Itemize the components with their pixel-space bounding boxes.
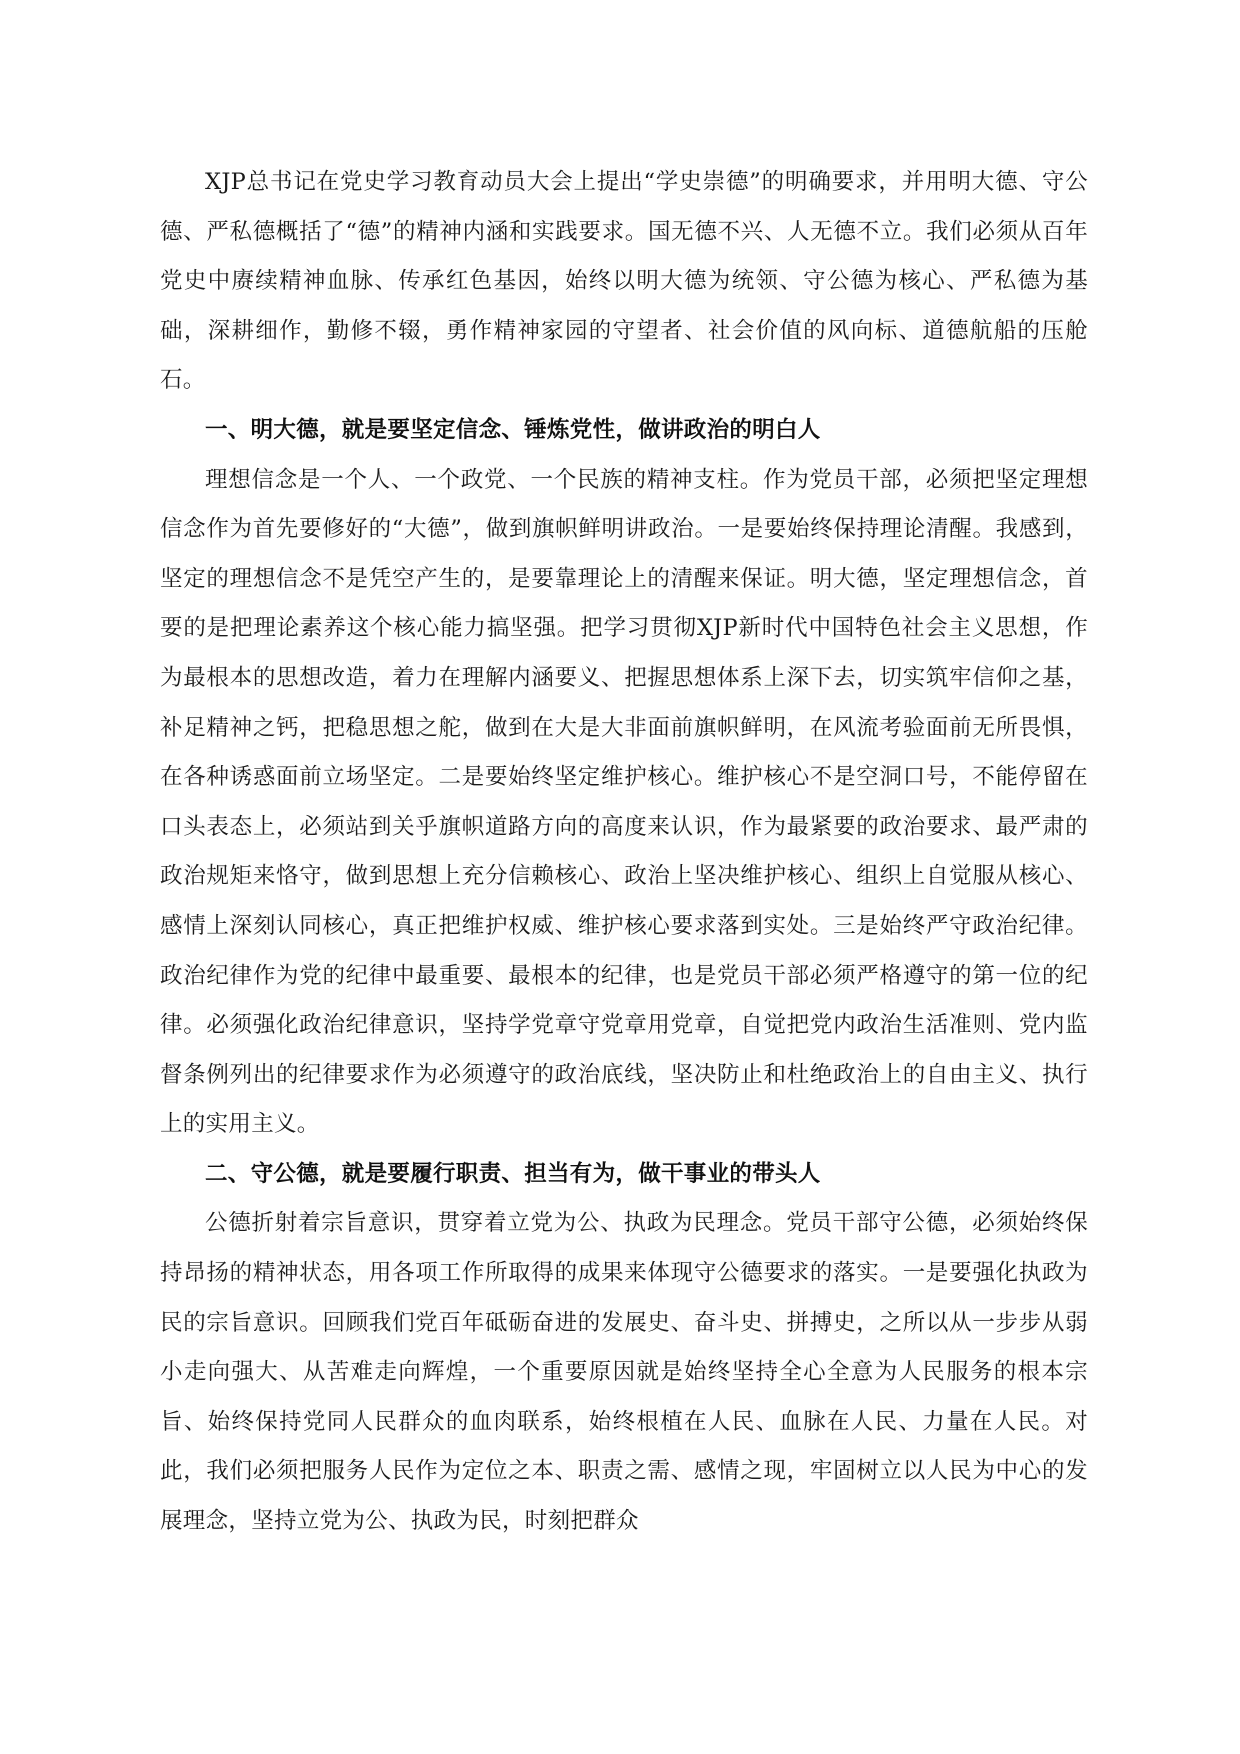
document-body <box>160 158 1088 1547</box>
section-heading-1: 一、明大德，就是要坚定信念、锤炼党性，做讲政治的明白人 <box>205 416 821 443</box>
intro-paragraph: XJP总书记在党史学习教育动员大会上提出“学史崇德”的明确要求，并用明大德、守公德、严私德概括了“德”的精神内涵和实践要求。国无德不兴、人无德不立。我们必须从百年党史中赓续精神血脉、传承红色基因，始终以明大德为统领、守公德为核心、严私德为基础，深耕细作，勤修不辍，勇作精神家园的守望者、社会价值的风向标、道德航船的压舱石。 <box>160 169 1088 394</box>
section-1-paragraph: 理想信念是一个人、一个政党、一个民族的精神支柱。作为党员干部，必须把坚定理想信念作为首先要修好的“大德”，做到旗帜鲜明讲政治。一是要始终保持理论清醒。我感到，坚定的理想信念不是凭空产生的，是要靠理论上的清醒来保证。明大德，坚定理想信念，首要的是把理论素养这个核心能力搞坚强。把学习贯彻XJP新时代中国特色社会主义思想，作为最根本的思想改造，着力在理解内涵要义、把握思想体系上深下去，切实筑牢信仰之基，补足精神之钙，把稳思想之舵，做到在大是大非面前旗帜鲜明，在风流考验面前无所畏惧，在各种诱惑面前立场坚定。二是要始终坚定维护核心。维护核心不是空洞口号，不能停留在口头表态上，必须站到关乎旗帜道路方向的高度来认识，作为最紧要的政治要求、最严肃的政治规矩来恪守，做到思想上充分信赖核心、政治上坚决维护核心、组织上自觉服从核心、感情上深刻认同核心，真正把维护权威、维护核心要求落到实处。三是始终严守政治纪律。政治纪律作为党的纪律中最重要、最根本的纪律，也是党员干部必须严格遵守的第一位的纪律。必须强化政治纪律意识，坚持学党章守党章用党章，自觉把党内政治生活准则、党内监督条例列出的纪律要求作为必须遵守的政治底线，坚决防止和杜绝政治上的自由主义、执行上的实用主义。 <box>160 466 1088 1138</box>
section-heading-2: 二、守公德，就是要履行职责、担当有为，做干事业的带头人 <box>205 1160 821 1187</box>
section-2-paragraph: 公德折射着宗旨意识，贯穿着立党为公、执政为民理念。党员干部守公德，必须始终保持昂扬的精神状态，用各项工作所取得的成果来体现守公德要求的落实。一是要强化执政为民的宗旨意识。回顾我们党百年砥砺奋进的发展史、奋斗史、拼搏史，之所以从一步步从弱小走向强大、从苦难走向辉煌，一个重要原因就是始终坚持全心全意为人民服务的根本宗旨、始终保持党同人民群众的血肉联系，始终根植在人民、血脉在人民、力量在人民。对此，我们必须把服务人民作为定位之本、职责之需、感情之现，牢固树立以人民为中心的发展理念，坚持立党为公、执政为民，时刻把群众 <box>160 1210 1088 1535</box>
